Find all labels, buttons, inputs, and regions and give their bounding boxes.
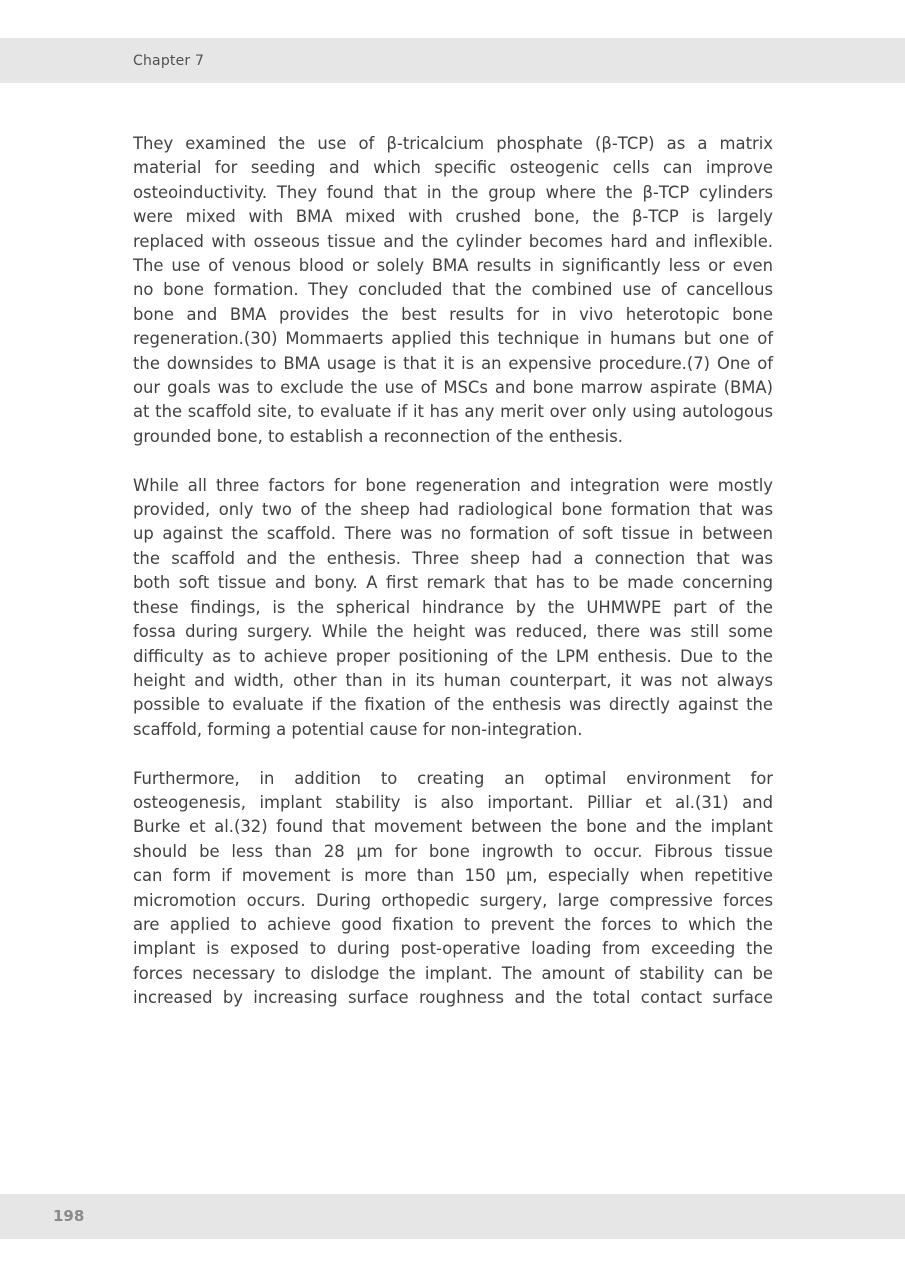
- text-line: forces necessary to dislodge the implant. The amount of stability can be: [133, 963, 773, 983]
- text-line: both soft tissue and bony. A first remark that has to be made concerning: [133, 573, 773, 593]
- text-line: micromotion occurs. During orthopedic surgery, large compressive forces: [133, 890, 773, 910]
- running-header: [0, 38, 905, 83]
- text-line: scaffold, forming a potential cause for non-integration.: [133, 719, 583, 739]
- text-line: The use of venous blood or solely BMA results in significantly less or even: [133, 256, 773, 276]
- text-line: at the scaffold site, to evaluate if it has any merit over only using autologous: [133, 402, 773, 422]
- text-line: these findings, is the spherical hindrance by the UHMWPE part of the: [133, 597, 773, 617]
- text-line: are applied to achieve good fixation to prevent the forces to which the: [133, 914, 773, 934]
- text-line: While all three factors for bone regeneration and integration were mostly: [133, 475, 773, 495]
- paragraph-1: [133, 132, 773, 449]
- text-line: osteoinductivity. They found that in the group where the β-TCP cylinders: [133, 182, 773, 202]
- text-line: osteogenesis, implant stability is also important. Pilliar et al.(31) and: [133, 792, 773, 812]
- text-line: material for seeding and which specific osteogenic cells can improve: [133, 158, 773, 178]
- text-line: They examined the use of β-tricalcium phosphate (β-TCP) as a matrix: [133, 134, 773, 153]
- text-line: the scaffold and the enthesis. Three sheep had a connection that was: [133, 548, 773, 568]
- text-line: possible to evaluate if the fixation of the enthesis was directly against the: [133, 695, 773, 715]
- text-line: height and width, other than in its human counterpart, it was not always: [133, 670, 773, 690]
- text-line: difficulty as to achieve proper positioning of the LPM enthesis. Due to the: [133, 646, 773, 666]
- text-line: our goals was to exclude the use of MSCs and bone marrow aspirate (BMA): [133, 378, 773, 398]
- page-number: 198: [53, 1207, 85, 1225]
- text-line: bone and BMA provides the best results for in vivo heterotopic bone: [133, 304, 773, 324]
- text-line: can form if movement is more than 150 μm, especially when repetitive: [133, 866, 773, 886]
- text-line: fossa during surgery. While the height was reduced, there was still some: [133, 622, 773, 642]
- text-line: Burke et al.(32) found that movement between the bone and the implant: [133, 817, 773, 837]
- text-line: replaced with osseous tissue and the cylinder becomes hard and inflexible.: [133, 231, 773, 251]
- text-line: no bone formation. They concluded that the combined use of cancellous: [133, 280, 773, 300]
- text-line: implant is exposed to during post-operative loading from exceeding the: [133, 939, 773, 959]
- paragraph-2: [133, 474, 773, 742]
- text-line: grounded bone, to establish a reconnection of the enthesis.: [133, 426, 623, 446]
- body-text: [133, 132, 773, 1011]
- text-line: Furthermore, in addition to creating an optimal environment for: [133, 768, 773, 788]
- text-line: provided, only two of the sheep had radiological bone formation that was: [133, 500, 773, 520]
- text-line: the downsides to BMA usage is that it is an expensive procedure.(7) One of: [133, 353, 773, 373]
- text-line: should be less than 28 μm for bone ingrowth to occur. Fibrous tissue: [133, 841, 773, 861]
- chapter-title: Chapter 7: [133, 53, 205, 69]
- text-line: regeneration.(30) Mommaerts applied this technique in humans but one of: [133, 329, 773, 349]
- page-footer: [0, 1194, 905, 1239]
- paragraph-3: [133, 767, 773, 1011]
- text-line: increased by increasing surface roughness and the total contact surface: [133, 988, 773, 1008]
- text-line: were mixed with BMA mixed with crushed bone, the β-TCP is largely: [133, 207, 773, 227]
- text-line: up against the scaffold. There was no formation of soft tissue in between: [133, 524, 773, 544]
